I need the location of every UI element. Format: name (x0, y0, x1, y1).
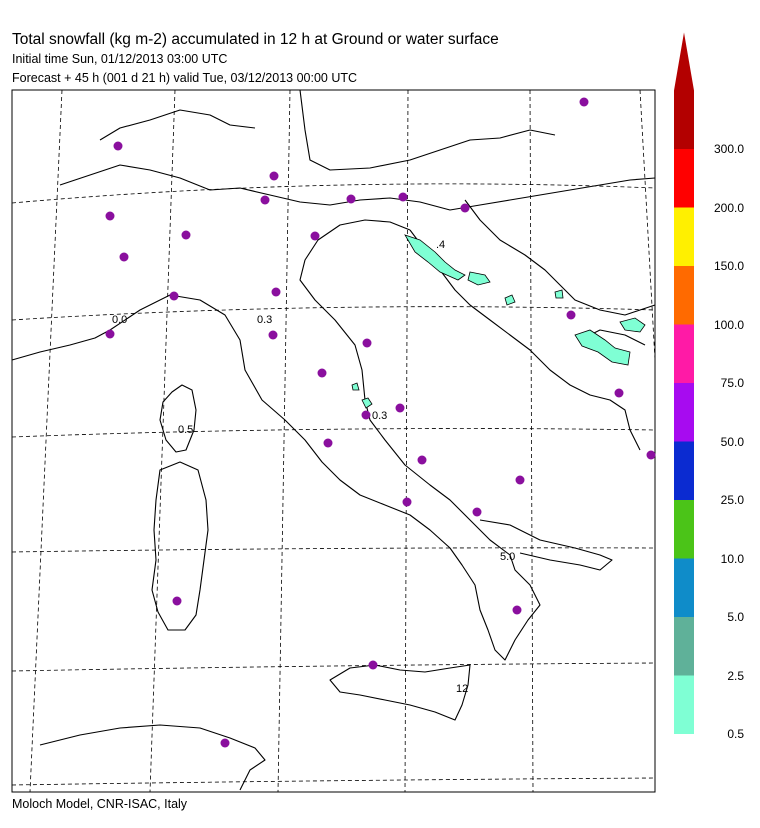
forecast-valid-time: Forecast + 45 h (001 d 21 h) valid Tue, 03/12/2013 00:00 UTC (12, 71, 358, 85)
station-marker (513, 606, 522, 615)
legend-label: 100.0 (713, 317, 744, 332)
legend-label: 5.0 (727, 610, 744, 624)
legend-swatch (674, 149, 694, 208)
station-marker (221, 739, 230, 748)
station-marker (182, 231, 191, 240)
legend-colorbar (674, 33, 694, 735)
legend-swatch (674, 208, 694, 267)
legend-swatch (674, 325, 694, 384)
legend-label: 25.0 (720, 493, 744, 507)
station-marker (272, 288, 281, 297)
contour-label: 0.5 (178, 424, 194, 436)
legend-swatch (674, 617, 694, 676)
station-marker (396, 404, 405, 413)
legend-swatch (674, 442, 694, 501)
station-marker (369, 661, 378, 670)
station-marker (106, 212, 115, 221)
contour-label: 12 (456, 683, 469, 695)
station-marker (120, 253, 129, 262)
station-marker (403, 498, 412, 507)
legend-swatch (674, 383, 694, 442)
contour-label: 5.0 (500, 551, 516, 563)
station-marker (173, 597, 182, 606)
contour-label: 0.0 (112, 314, 128, 326)
station-marker (647, 451, 656, 460)
legend-label: 0.5 (727, 727, 744, 741)
contour-label: 0.3 (372, 410, 388, 422)
legend-swatch (674, 676, 694, 735)
station-marker (324, 439, 333, 448)
legend-swatch (674, 559, 694, 618)
station-marker (114, 142, 123, 151)
station-marker (269, 331, 278, 340)
station-marker (311, 232, 320, 241)
contour-label: 0.3 (257, 314, 273, 326)
station-marker (580, 98, 589, 107)
station-marker (106, 330, 115, 339)
station-marker (363, 339, 372, 348)
contour-label: .4 (436, 239, 446, 251)
legend-label: 10.0 (720, 551, 744, 566)
station-marker (362, 411, 371, 420)
legend-label: 2.5 (727, 668, 744, 683)
model-credit: Moloch Model, CNR-ISAC, Italy (12, 797, 188, 811)
legend-label: 300.0 (713, 142, 744, 156)
station-marker (615, 389, 624, 398)
station-marker (516, 476, 525, 485)
station-marker (347, 195, 356, 204)
legend-label: 50.0 (720, 434, 744, 449)
legend-swatch (674, 266, 694, 325)
initial-time: Initial time Sun, 01/12/2013 03:00 UTC (12, 52, 228, 66)
legend-swatch (674, 91, 694, 150)
station-marker (418, 456, 427, 465)
legend-label: 75.0 (720, 376, 744, 390)
station-marker (461, 204, 470, 213)
station-marker (399, 193, 408, 202)
station-marker (567, 311, 576, 320)
map-title: Total snowfall (kg m-2) accumulated in 12 h at Ground or water surface (12, 31, 499, 48)
station-marker (318, 369, 327, 378)
station-marker (170, 292, 179, 301)
station-marker (270, 172, 279, 181)
map-frame (12, 90, 655, 792)
legend-swatch (674, 500, 694, 559)
legend-label: 200.0 (713, 200, 744, 215)
station-marker (261, 196, 270, 205)
legend-overflow-arrow (674, 33, 694, 91)
station-marker (473, 508, 482, 517)
legend-label: 150.0 (713, 259, 744, 273)
